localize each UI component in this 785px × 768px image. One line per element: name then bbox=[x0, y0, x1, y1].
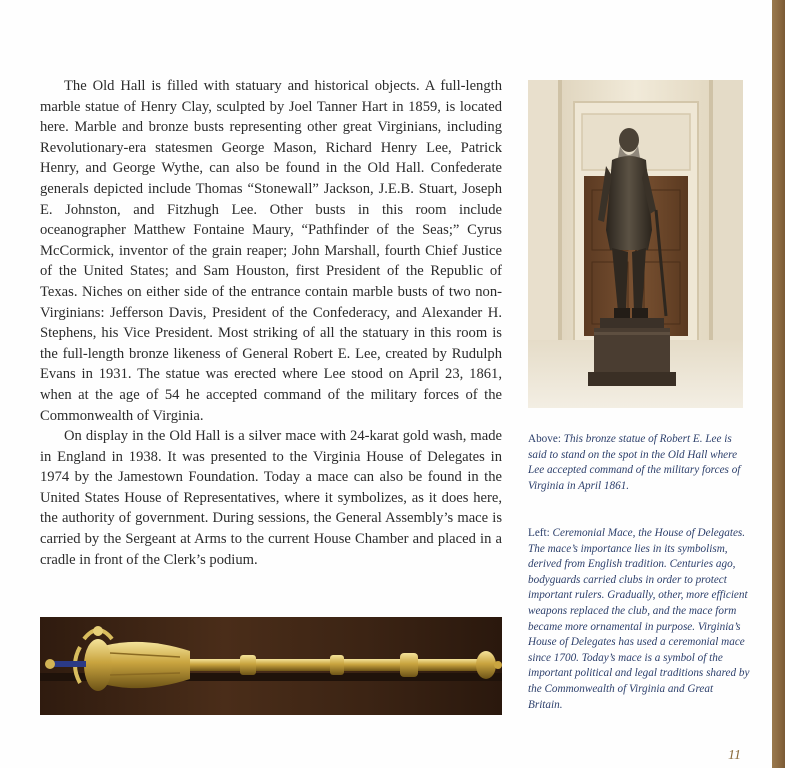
caption-above-lead: Above: bbox=[528, 433, 561, 445]
book-spine-edge bbox=[772, 0, 785, 768]
body-text bbox=[40, 76, 502, 570]
caption-left-text: Ceremonial Mace, the House of Delegates. The mace’s importance lies in its symbolism, derived from English tradition. Centuries ago, bodyguards carried clubs in order to protect important rulers. Gradually, other, more efficient weapons replaced the club, and the mace form became more ornamental in purpose. Virginia’s House of Delegates has used a ceremonial mace since 1700. Today’s mace is a symbol of the important political and legal traditions shared by the Commonwealth of Virginia and Great Britain. bbox=[528, 527, 750, 711]
paragraph-mace: On display in the Old Hall is a silver mace with 24-karat gold wash, made in England in 1938. It was presented to the Virginia House of Delegates in 1974 by the Jamestown Foundation. Today a mace can also be found in the United States House of Representatives, where it symbolizes, as it does here, the authority of government. During sessions, the General Assembly’s mace is carried by the Sergeant at Arms to the current House Chamber and placed in a cradle in front of the Clerk’s podium. bbox=[40, 428, 502, 568]
caption-mace bbox=[528, 526, 750, 713]
lee-statue-photo bbox=[528, 80, 743, 408]
ceremonial-mace-photo bbox=[40, 617, 502, 715]
caption-above-text: This bronze statue of Robert E. Lee is said to stand on the spot in the Old Hall where Lee accepted command of the military forces of Virginia in April 1861. bbox=[528, 433, 741, 492]
caption-lee-statue bbox=[528, 432, 750, 494]
page-number: 11 bbox=[728, 748, 741, 763]
caption-left-lead: Left: bbox=[528, 527, 550, 539]
paragraph-old-hall: The Old Hall is filled with statuary and historical objects. A full-length marble statue of Henry Clay, sculpted by Joel Tanner Hart in 1859, is located here. Marble and bronze busts representing other great Virginians, including Revolutionary-era statesmen George Mason, Richard Henry Lee, Patrick Henry, and George Wythe, can also be found in the Old Hall. Confederate generals depicted include Thomas “Stonewall” Jackson, J.E.B. Stuart, Joseph E. Johnston, and Fitzhugh Lee. Other busts in this room include oceanographer Matthew Fontaine Maury, “Pathfinder of the Seas;” Cyrus McCormick, inventor of the grain reaper; John Marshall, fourth Chief Justice of the United States; and Sam Houston, first President of the Republic of Texas. Niches on either side of the entrance contain marble busts of two non-Virginians: Jefferson Davis, President of the Confederacy, and Alexander H. Stephens, his Vice President. Most striking of all the statuary in this room is the full-length bronze likeness of General Robert E. Lee, created by Rudulph Evans in 1931. The statue was erected where Lee stood on April 23, 1861, when at the age of 54 he accepted command of the military forces of the Commonwealth of Virginia. bbox=[40, 78, 502, 424]
